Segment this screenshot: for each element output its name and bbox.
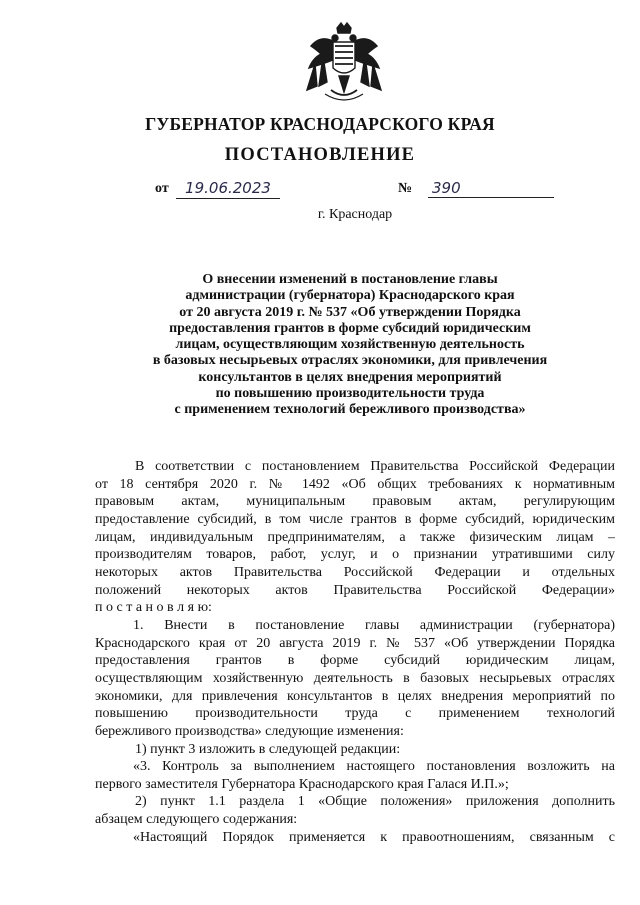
- body-line: бережливого производства» следующие изменения:: [95, 723, 404, 739]
- body-line: лицам, индивидуальным предпринимателям, а также физическим лицам –: [95, 529, 615, 545]
- body-line: 1. Внести в постановление главы администрации (губернатора): [133, 617, 615, 633]
- title-line: предоставления грантов в форме субсидий юридическим: [169, 320, 531, 336]
- body-line: Краснодарского края от 20 августа 2019 г. № 537 «Об утверждении Порядка: [95, 635, 615, 651]
- city: г. Краснодар: [317, 207, 393, 222]
- title-line: от 20 августа 2019 г. № 537 «Об утверждении Порядка: [179, 304, 521, 320]
- body-line: осуществляющим хозяйственную деятельность в базовых несырьевых отраслях: [95, 670, 615, 686]
- body-line: положений некоторых актов Правительства Российской Федерации»: [95, 582, 615, 598]
- body-line: некоторых актов Правительства Российской Федерации и отдельных: [95, 564, 615, 580]
- issuing-authority: ГУБЕРНАТОР КРАСНОДАРСКОГО КРАЯ: [145, 114, 495, 134]
- body-line: от 18 сентября 2020 г. № 1492 «Об общих требованиях к нормативным: [95, 476, 615, 492]
- body-line: п о с т а н о в л я ю:: [95, 600, 212, 616]
- title-line: по повышению производительности труда: [215, 386, 485, 402]
- date-label: от: [155, 181, 169, 196]
- body-line: В соответствии с постановлением Правительства Российской Федерации: [135, 459, 615, 474]
- body-line: экономики, для привлечения консультантов в целях внедрения мероприятий по: [95, 688, 615, 704]
- coat-of-arms-icon: [297, 20, 391, 104]
- body-line: предоставления грантов в форме субсидий юридическим лицам,: [95, 653, 615, 669]
- title-line: О внесении изменений в постановление главы: [202, 272, 498, 287]
- body-line: повышению производительности труда с применением технологий: [95, 706, 615, 722]
- body-line: производителям товаров, работ, услуг, и о признании утратившими силу: [95, 547, 615, 563]
- title-line: лицам, осуществляющим хозяйственную деятельность: [175, 337, 525, 353]
- title-line: консультантов в целях внедрения мероприятий: [198, 369, 502, 385]
- number-label: №: [398, 181, 413, 196]
- body-line: первого заместителя Губернатора Краснодарского края Галася И.П.»;: [95, 776, 509, 792]
- body-line: правовым актам, муниципальным правовым актам, регулирующим: [95, 494, 615, 510]
- body-line: предоставление субсидий, в том числе грантов в форме субсидий, юридическим: [95, 511, 615, 527]
- title-line: в базовых несырьевых отраслях экономики, для привлечения: [152, 353, 548, 369]
- document-title: [100, 272, 600, 419]
- body-line: 2) пункт 1.1 раздела 1 «Общие положения» приложения дополнить: [135, 794, 615, 810]
- title-line: администрации (губернатора) Краснодарского края: [185, 288, 515, 304]
- document-body: [95, 458, 615, 846]
- document-number: 390: [428, 178, 554, 198]
- document-type: ПОСТАНОВЛЕНИЕ: [224, 145, 416, 165]
- body-line: «Настоящий Порядок применяется к правоотношениям, связанным с: [133, 829, 615, 845]
- body-line: абзацем следующего содержания:: [95, 812, 298, 828]
- body-line: 1) пункт 3 изложить в следующей редакции:: [135, 741, 401, 757]
- title-line: с применением технологий бережливого производства»: [174, 402, 526, 418]
- date-value: 19.06.2023: [176, 178, 280, 199]
- body-line: «3. Контроль за выполнением настоящего постановления возложить на: [133, 759, 615, 775]
